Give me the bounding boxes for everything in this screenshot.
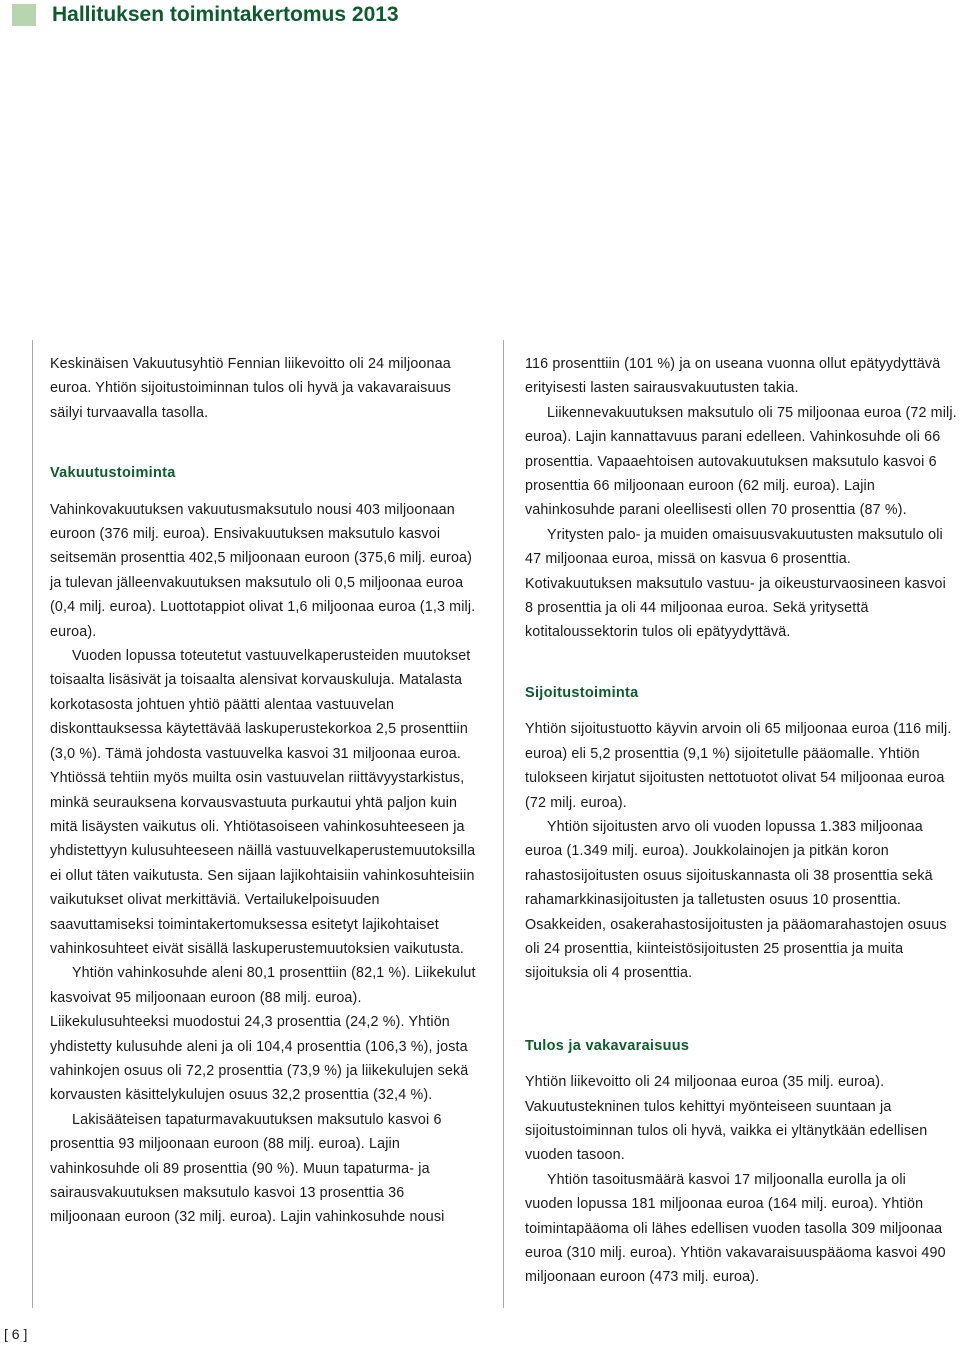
heading-sijoitustoiminta: Sijoitustoiminta [525,684,639,701]
paragraph: Yritysten palo- ja muiden omaisuusvakuutusten maksutulo oli 47 miljoonaa euroa, missä on kasvua 6 prosenttia. Kotivakuutuksen maksutulo vastuu- ja oikeusturvaosineen kasvoi 8 prosenttia ja oli 44 miljoonaa euroa. Sekä yritysettä kotitaloussektorin tulos oli epätyydyttävä. [525,526,946,641]
page-title: Hallituksen toimintakertomus 2013 [52,3,399,26]
paragraph: Liikennevakuutuksen maksutulo oli 75 miljoonaa euroa (72 milj. euroa). Lajin kannattavuus parani edelleen. Vahinkosuhde oli 66 prosenttia. Vapaaehtoisen autovakuutuksen maksutulo kasvoi 6 prosenttia 66 miljoonaan euroon (62 milj. euroa). Lajin vahinkosuhde parani oleellisesti ollen 70 prosenttia (87 %). [525,404,957,519]
right-column [525,352,957,1290]
heading-tulos-ja-vakavaraisuus: Tulos ja vakavaraisuus [525,1037,690,1054]
paragraph: Vuoden lopussa toteutetut vastuuvelkaperusteiden muutokset toisaalta lisäsivät ja toisaalta alensivat korvauskuluja. Matalasta korkotasosta johtuen yhtiö päätti alentaa vastuuvelan diskonttauksessa käytettävää laskuperustekorkoa 2,5 prosenttiin (3,0 %). Tämä johdosta vastuuvelka kasvoi 31 miljoonaa euroa. Yhtiössä tehtiin myös muilta osin vastuuvelan riittävyystarkistus, minkä seurauksena korvausvastuuta purkautui yhtä paljon kuin mitä lisäysten vaikutus oli. Yhtiötasoiseen vahinkosuhteeseen ja yhdistettyyn kulusuhteeseen näillä vastuuvelkaperustemuutoksilla ei ollut täten vaikutusta. Sen sijaan lajikohtaisiin vahinkosuhteisiin vaikutukset olivat merkittäviä. Vertailukelpoisuuden saavuttamiseksi toimintakertomuksessa esitetyt lajikohtaiset vahinkosuhteet eivät sisällä laskuperustemuutoksien vaikutusta. [50,648,476,957]
column-rule-middle [503,340,504,1308]
paragraph: Yhtiön sijoitustuotto käyvin arvoin oli 65 miljoonaa euroa (116 milj. euroa) eli 5,2 prosenttia (9,1 %) sijoitetulle pääomalle. Yhtiön tulokseen kirjatut sijoitusten nettotuotot olivat 54 miljoonaa euroa (72 milj. euroa). [525,721,952,811]
paragraph: Vahinkovakuutuksen vakuutusmaksutulo nousi 403 miljoonaan euroon (376 milj. euroa). Ensivakuutuksen maksutulo kasvoi seitsemän prosenttia 402,5 miljoonaan euroon (375,6 milj. euroa) ja tulevan jälleenvakuutuksen maksutulo oli 0,5 miljoonaa euroa (0,4 milj. euroa). Luottotappiot olivat 1,6 miljoonaa euroa (1,3 milj. euroa). [50,501,476,640]
paragraph: 116 prosenttiin (101 %) ja on useana vuonna ollut epätyydyttävä erityisesti lasten sairausvakuutusten takia. [525,356,941,397]
page-number: [ 6 ] [4,1326,28,1342]
paragraph: Lakisääteisen tapaturmavakuutuksen maksutulo kasvoi 6 prosenttia 93 miljoonaan euroon (88 milj. euroa). Lajin vahinkosuhde oli 89 prosenttia (90 %). Muun tapaturma- ja sairausvakuutuksen maksutulo kasvoi 13 prosenttia 36 miljoonaan euroon (32 milj. euroa). Lajin vahinkosuhde nousi [50,1111,445,1226]
left-column [50,352,476,1230]
paragraph: Yhtiön tasoitusmäärä kasvoi 17 miljoonalla eurolla ja oli vuoden lopussa 181 miljoonaa euroa (164 milj. euroa). Yhtiön toimintapääoma oli lähes edellisen vuoden tasolla 309 miljoonaa euroa (310 milj. euroa). Yhtiön vakavaraisuuspääoma kasvoi 490 miljoonaan euroon (473 milj. euroa). [525,1171,946,1286]
paragraph: Yhtiön sijoitusten arvo oli vuoden lopussa 1.383 miljoonaa euroa (1.349 milj. euroa). Joukkolainojen ja pitkän koron rahastosijoitusten osuus sijoituskannasta oli 38 prosenttia sekä rahamarkkinasijoitusten ja talletusten osuus 10 prosenttia. Osakkeiden, osakerahastosijoitusten ja pääomarahastojen osuus oli 24 prosenttia, kiinteistösijoitusten 25 prosenttia ja muita sijoituksia oli 4 prosenttia. [525,818,947,982]
intro-paragraph: Keskinäisen Vakuutusyhtiö Fennian liikevoitto oli 24 miljoonaa euroa. Yhtiön sijoitustoiminnan tulos oli hyvä ja vakavaraisuus säilyi turvaavalla tasolla. [50,356,451,421]
heading-vakuutustoiminta: Vakuutustoiminta [50,465,176,482]
header-square-icon [12,4,36,26]
paragraph: Yhtiön liikevoitto oli 24 miljoonaa euroa (35 milj. euroa). Vakuutustekninen tulos kehittyi myönteiseen suuntaan ja sijoitustoiminnan tulos oli hyvä, vaikka ei yltänytkään edellisen vuoden tasoon. [525,1074,928,1164]
column-rule-left [32,340,33,1308]
paragraph: Yhtiön vahinkosuhde aleni 80,1 prosenttiin (82,1 %). Liikekulut kasvoivat 95 miljoonaan euroon (88 milj. euroa). Liikekulusuhteeksi muodostui 24,3 prosenttia (24,2 %). Yhtiön yhdistetty kulusuhde aleni ja oli 104,4 prosenttia (106,3 %), josta vahinkojen osuus oli 72,2 prosenttia (73,9 %) ja liikekulujen sekä korvausten käsittelykulujen osuus 32,2 prosenttia (32,4 %). [50,965,476,1104]
